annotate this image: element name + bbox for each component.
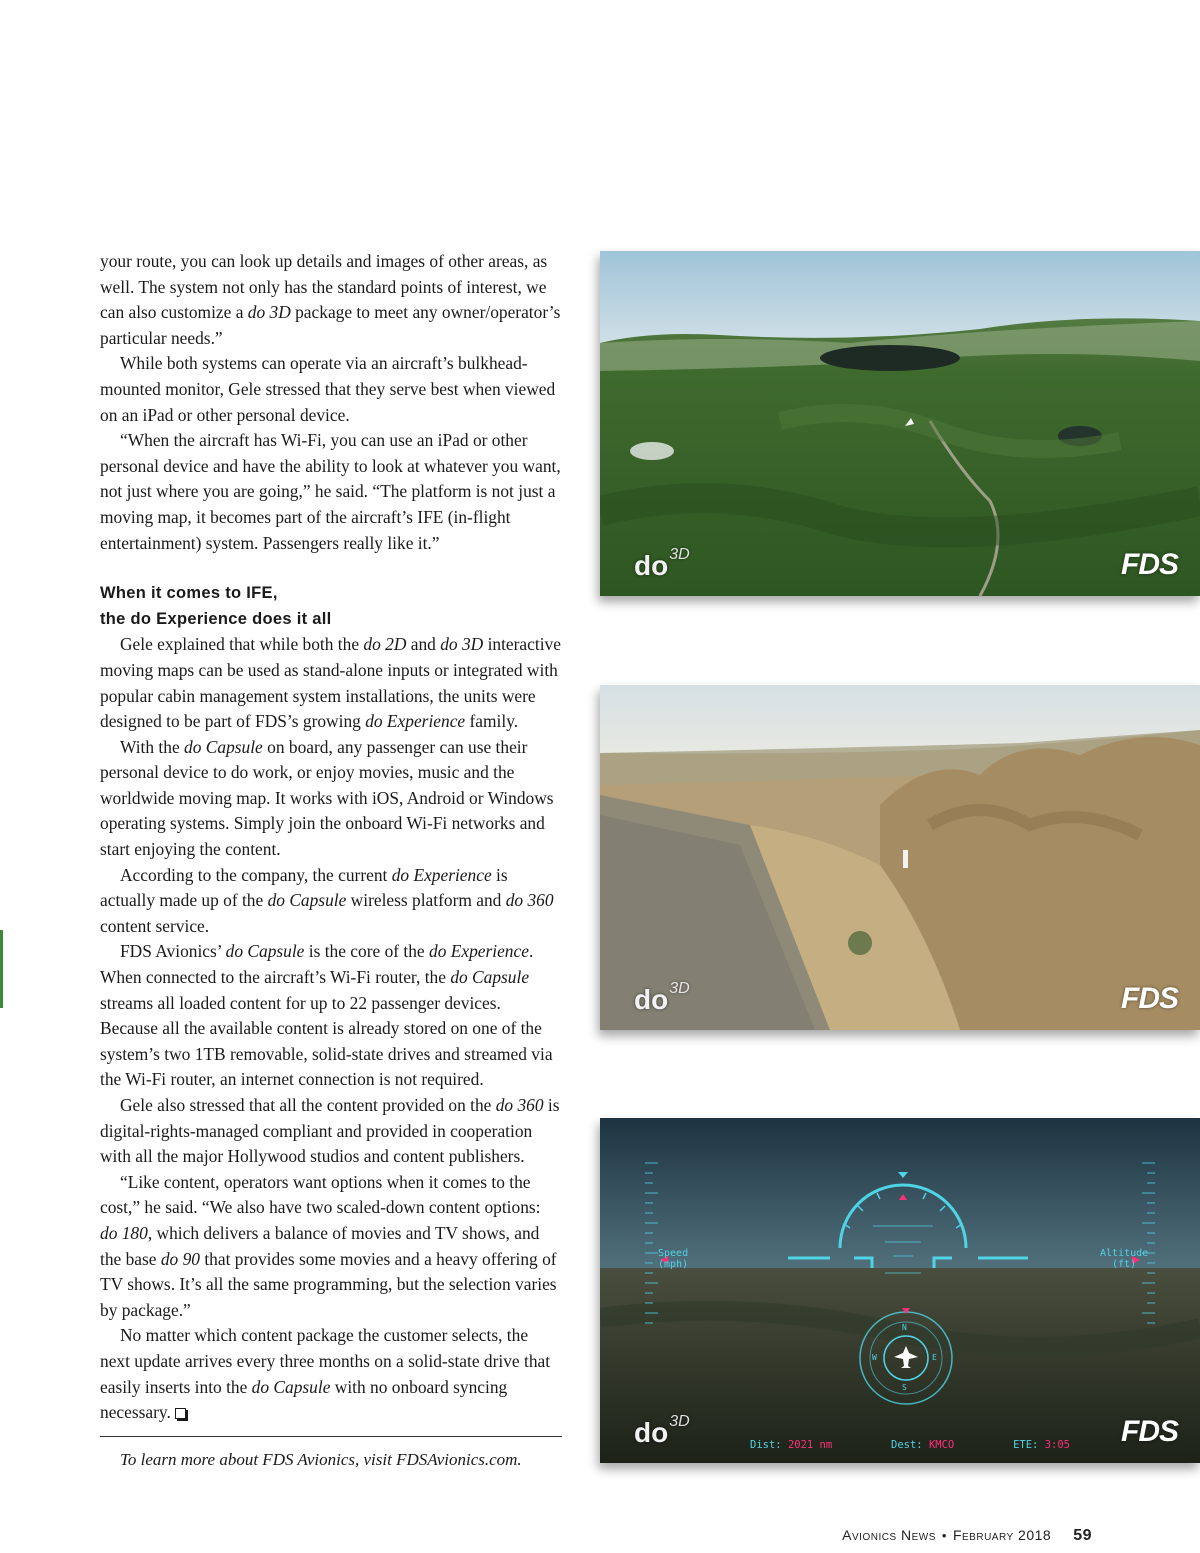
paragraph: Gele also stressed that all the content provided on the do 360 is digital-rights-managed compliant and provided in cooperation with all the major Hollywood studios and content publishers. <box>100 1095 560 1167</box>
terrain-image-desert-hills <box>600 685 1200 1030</box>
paragraph: With the do Capsule on board, any passenger can use their personal device to do work, or enjoy movies, music and the worldwide moving map. It works with iOS, Android or Windows operating systems. Simply join the onboard Wi-Fi networks and start enjoying the content. <box>100 736 554 860</box>
terrain-image-green-valley <box>600 251 1200 596</box>
paragraph: your route, you can look up details and images of other areas, as well. The system not only has the standard points of interest, we can also customize a do 3D package to meet any owner/operator’s particular needs.” <box>100 251 561 348</box>
distance-readout: Dist: 2021 nm <box>750 1439 833 1451</box>
end-mark-icon <box>175 1408 186 1419</box>
do-3d-logo: $do^{3D}$ <box>634 979 690 1015</box>
paragraph: “Like content, operators want options when it comes to the cost,” he said. “We also have two scaled-down content options: do 180, which delivers a balance of movies and TV shows, and the base do 90 that provides some movies and a heavy offering of TV shows. It’s all the same programming, but the selection varies by package.” <box>100 1171 557 1320</box>
article-body <box>100 249 562 1426</box>
section-heading: When it comes to IFE, the do Experience does it all <box>100 584 332 628</box>
paragraph: Gele explained that while both the do 2D and do 3D interactive moving maps can be used as stand-alone inputs or integrated with popular cabin management system installations, the units were designed to be part of FDS’s growing do Experience family. <box>100 634 561 732</box>
page-number: 59 <box>1073 1527 1092 1544</box>
fds-logo: FDS <box>1121 1415 1178 1448</box>
footnote-rule <box>100 1436 562 1437</box>
paragraph: While both systems can operate via an aircraft’s bulkhead-mounted monitor, Gele stressed that they serve best when viewed on an iPad or other personal device. <box>100 353 556 425</box>
paragraph: No matter which content package the customer selects, the next update arrives every three months on a solid-state drive that easily inserts into the do Capsule with no onboard syncing necessary. <box>100 1325 551 1423</box>
terrain-illustration <box>600 251 1200 596</box>
publication-name: Avionics News <box>842 1527 936 1543</box>
page-folio <box>842 1527 1092 1545</box>
destination-readout: Dest: KMCO <box>891 1439 955 1451</box>
compass-n-label: N <box>902 1323 907 1332</box>
fds-logo: FDS <box>1121 982 1178 1015</box>
paragraph: “When the aircraft has Wi-Fi, you can use an iPad or other personal device and have the ability to look at whatever you want, not just where you are going,” he said. “The platform is not just a moving map, it becomes part of the aircraft’s IFE (in-flight entertainment) system. Passengers really like it.” <box>100 430 561 553</box>
do-3d-logo: $do^{3D}$ <box>634 545 690 581</box>
speed-label: Speed (mph) <box>658 1248 689 1270</box>
hud-status-bar <box>750 1439 1070 1451</box>
paragraph: FDS Avionics’ do Capsule is the core of the do Experience. When connected to the aircraft’s Wi-Fi router, the do Capsule streams all loaded content for up to 22 passenger devices. Because all the available content is already stored on one of the system’s two 1TB removable, solid-state drives and streamed via the Wi-Fi router, an internet connection is not required. <box>100 941 553 1090</box>
fds-logo: FDS <box>1121 548 1178 581</box>
terrain-illustration <box>600 685 1200 1030</box>
issue-date: February 2018 <box>952 1527 1052 1543</box>
compass-s-label: S <box>902 1383 907 1392</box>
compass-w-label: W <box>872 1353 877 1362</box>
folio-bullet: • <box>941 1528 947 1543</box>
ete-readout: ETE: 3:05 <box>1013 1439 1070 1451</box>
page-edge-accent <box>0 930 3 1008</box>
paragraph: According to the company, the current do Experience is actually made up of the do Capsule wireless platform and do 360 content service. <box>100 864 554 936</box>
do-3d-logo: $do^{3D}$ <box>634 1412 690 1448</box>
hud-flight-display-image <box>600 1118 1200 1463</box>
hud-illustration <box>600 1118 1200 1463</box>
footnote: To learn more about FDS Avionics, visit FDSAvionics.com. <box>120 1450 522 1469</box>
compass-e-label: E <box>932 1353 937 1362</box>
altitude-label: Altitude (ft) <box>1100 1248 1149 1270</box>
